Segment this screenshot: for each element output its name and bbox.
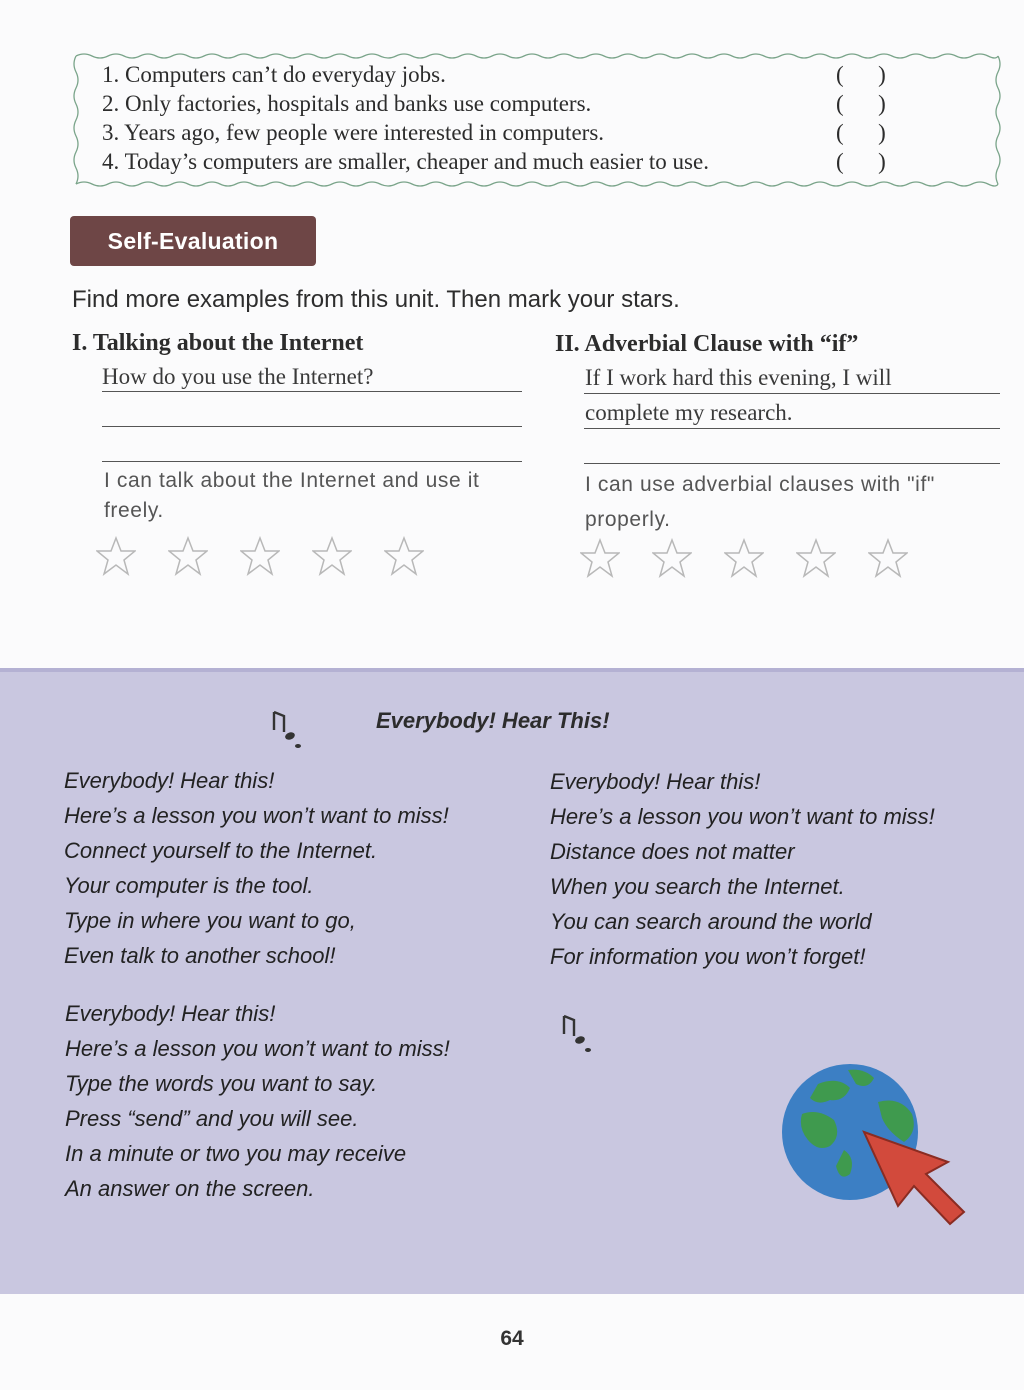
section-2-answer-2: complete my research. <box>585 400 793 425</box>
globe-cursor-icon <box>778 1062 978 1232</box>
verse-3 <box>65 996 450 1206</box>
section-2-stars <box>580 538 940 578</box>
verse-line: Everybody! Hear this! <box>550 769 761 794</box>
true-false-box <box>70 50 1004 190</box>
section-2-title: II. Adverbial Clause with “if” <box>555 331 859 357</box>
section-2-line-1[interactable] <box>584 393 1000 394</box>
answer-bracket-3[interactable]: ( ) <box>836 120 886 145</box>
section-2-can-do: I can use adverbial clauses with "if" properly. <box>585 473 935 531</box>
star-outline-icon[interactable] <box>796 538 836 578</box>
answer-bracket-1[interactable]: ( ) <box>836 62 886 87</box>
verse-line: Everybody! Hear this! <box>64 768 275 793</box>
answer-bracket-4[interactable]: ( ) <box>836 149 886 174</box>
verse-line: Here’s a lesson you won’t want to miss! <box>64 803 449 828</box>
star-outline-icon[interactable] <box>868 538 908 578</box>
verse-line: You can search around the world <box>550 909 872 934</box>
verse-line: Distance does not matter <box>550 839 795 864</box>
verse-line: In a minute or two you may receive <box>65 1141 407 1166</box>
star-outline-icon[interactable] <box>96 536 136 576</box>
section-1-can-do: I can talk about the Internet and use it freely. <box>104 469 480 522</box>
song-panel-edge <box>0 668 1024 672</box>
section-1-stars <box>96 536 456 576</box>
verse-line: Type the words you want to say. <box>65 1071 378 1096</box>
statement-4: 4. Today’s computers are smaller, cheaper and much easier to use. <box>102 149 709 174</box>
verse-1 <box>64 763 449 973</box>
star-outline-icon[interactable] <box>312 536 352 576</box>
section-1-line-3[interactable] <box>102 461 522 462</box>
verse-line: An answer on the screen. <box>65 1176 315 1201</box>
statement-2: 2. Only factories, hospitals and banks use computers. <box>102 91 592 116</box>
verse-line: Here’s a lesson you won’t want to miss! <box>65 1036 450 1061</box>
page-number: 64 <box>500 1327 524 1350</box>
section-2-line-3[interactable] <box>584 463 1000 464</box>
star-outline-icon[interactable] <box>168 536 208 576</box>
music-note-icon <box>270 708 304 748</box>
star-outline-icon[interactable] <box>384 536 424 576</box>
star-outline-icon[interactable] <box>724 538 764 578</box>
verse-2 <box>550 764 935 974</box>
verse-line: When you search the Internet. <box>550 874 845 899</box>
instruction-text: Find more examples from this unit. Then mark your stars. <box>72 286 680 313</box>
answer-bracket-2[interactable]: ( ) <box>836 91 886 116</box>
star-outline-icon[interactable] <box>580 538 620 578</box>
section-1-title: I. Talking about the Internet <box>72 330 364 356</box>
song-title: Everybody! Hear This! <box>376 708 610 733</box>
section-2-line-2[interactable] <box>584 428 1000 429</box>
section-1-line-2[interactable] <box>102 426 522 427</box>
verse-line: Here’s a lesson you won’t want to miss! <box>550 804 935 829</box>
verse-line: For information you won’t forget! <box>550 944 866 969</box>
verse-line: Your computer is the tool. <box>64 873 314 898</box>
music-note-icon <box>560 1012 594 1052</box>
verse-line: Even talk to another school! <box>64 943 336 968</box>
star-outline-icon[interactable] <box>240 536 280 576</box>
verse-line: Press “send” and you will see. <box>65 1106 359 1131</box>
self-evaluation-badge: Self-Evaluation <box>70 216 316 266</box>
section-2-answer-1: If I work hard this evening, I will <box>585 365 892 390</box>
verse-line: Type in where you want to go, <box>64 908 356 933</box>
statement-1: 1. Computers can’t do everyday jobs. <box>102 62 446 87</box>
section-1-answer-1: How do you use the Internet? <box>102 364 374 389</box>
verse-line: Connect yourself to the Internet. <box>64 838 378 863</box>
verse-line: Everybody! Hear this! <box>65 1001 276 1026</box>
statement-3: 3. Years ago, few people were interested in computers. <box>102 120 605 145</box>
section-1-line-1[interactable] <box>102 391 522 392</box>
star-outline-icon[interactable] <box>652 538 692 578</box>
